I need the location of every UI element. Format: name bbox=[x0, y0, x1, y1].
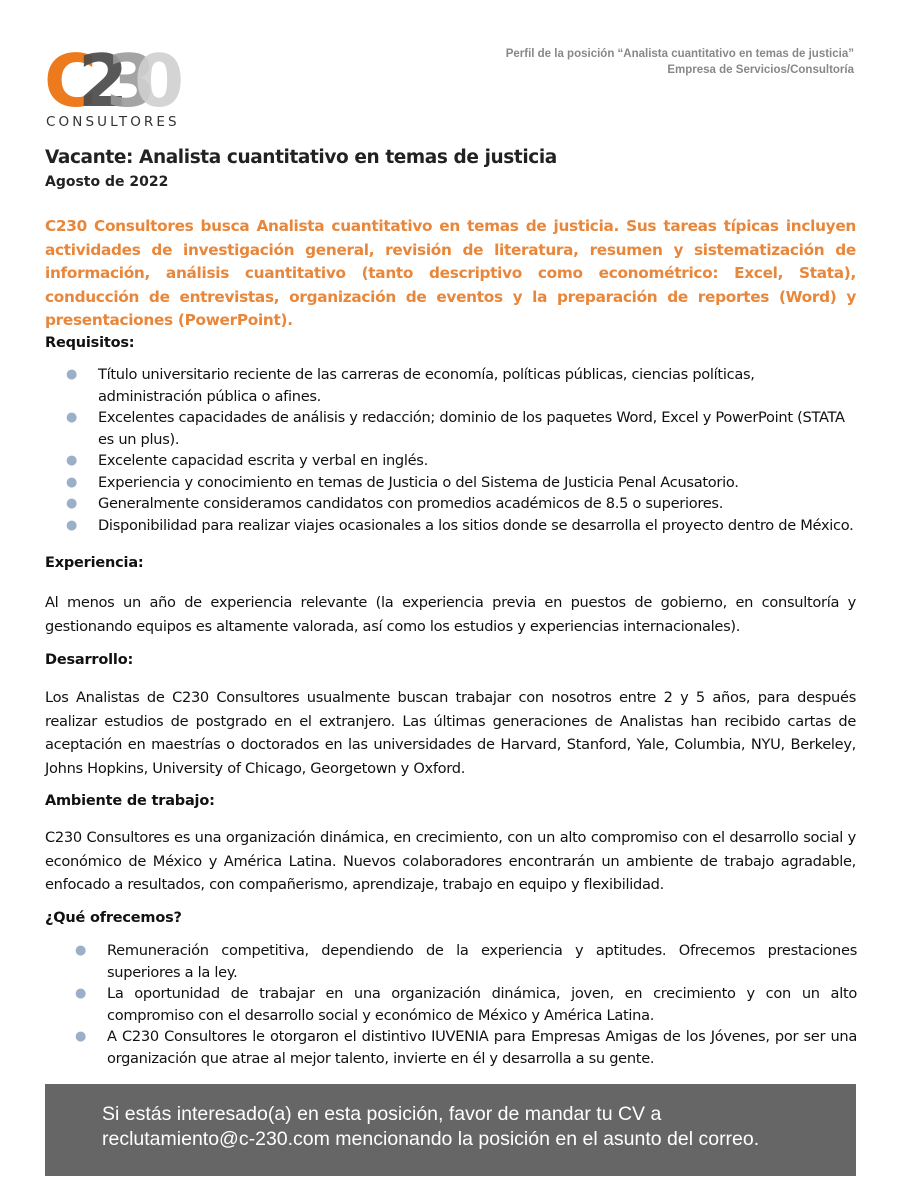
page-title: Vacante: Analista cuantitativo en temas de justicia bbox=[45, 147, 557, 168]
requisitos-list bbox=[66, 364, 858, 536]
list-item-text: A C230 Consultores le otorgaron el distintivo IUVENIA para Empresas Amigas de los Jóvenes, por ser una organización que atrae al mejor talento, invierte en él y desarrolla a su gente. bbox=[107, 1028, 857, 1067]
bullet-icon: ● bbox=[66, 496, 78, 511]
svg-text:0: 0 bbox=[134, 39, 185, 123]
svg-text:3: 3 bbox=[106, 39, 143, 123]
company-logo bbox=[44, 39, 185, 130]
bullet-icon: ● bbox=[75, 943, 87, 958]
list-item-text: Disponibilidad para realizar viajes ocasionales a los sitios donde se desarrolla el proyecto dentro de México. bbox=[98, 516, 854, 534]
header-position-profile: Perfil de la posición “Analista cuantitativo en temas de justicia” bbox=[505, 48, 854, 60]
desarrollo-heading: Desarrollo: bbox=[45, 652, 134, 668]
list-item-text: Excelentes capacidades de análisis y redacción; dominio de los paquetes Word, Excel y PowerPoint (STATA es un plus). bbox=[98, 409, 845, 448]
ambiente-text: C230 Consultores es una organización dinámica, en crecimiento, con un alto compromiso con el desarrollo social y económico de México y América Latina. Nuevos colaboradores encontrarán un ambiente de trabajo agradable, enfocado a resultados, con compañerismo, aprendizaje, trabajo en equipo y flexibilidad. bbox=[45, 829, 856, 893]
contact-line-1: Si estás interesado(a) en esta posición, favor de mandar tu CV a bbox=[102, 1103, 662, 1125]
logo-wordmark: CONSULTORES bbox=[46, 114, 180, 130]
contact-banner bbox=[45, 1084, 856, 1176]
list-item bbox=[75, 940, 857, 983]
document-header bbox=[506, 46, 854, 78]
contact-line-2: reclutamiento@c-230.com mencionando la posición en el asunto del correo. bbox=[102, 1128, 760, 1150]
bullet-icon: ● bbox=[66, 474, 78, 490]
intro-paragraph: C230 Consultores busca Analista cuantitativo en temas de justicia. Sus tareas típicas incluyen actividades de investigación general, revisión de literatura, resumen y sistematización de información, análisis cuantitativo (tanto descriptivo como econométrico: Excel, Stata), conducción de entrevistas, organización de eventos y la preparación de reportes (Word) y presentaciones (PowerPoint). bbox=[45, 217, 856, 329]
list-item-text: La oportunidad de trabajar en una organización dinámica, joven, en crecimiento y con un alto compromiso con el desarrollo social y económico de México y América Latina. bbox=[107, 985, 857, 1024]
list-item-text: Título universitario reciente de las carreras de economía, políticas públicas, ciencias políticas, administración pública o afines. bbox=[98, 366, 755, 405]
list-item bbox=[66, 450, 858, 472]
publish-date: Agosto de 2022 bbox=[45, 174, 169, 190]
bullet-icon: ● bbox=[66, 517, 78, 533]
list-item bbox=[66, 472, 858, 494]
ofrecemos-list bbox=[75, 940, 857, 1069]
svg-text:C: C bbox=[44, 39, 83, 123]
list-item bbox=[66, 515, 858, 537]
svg-text:2: 2 bbox=[78, 39, 115, 123]
list-item bbox=[75, 983, 857, 1026]
ofrecemos-heading: ¿Qué ofrecemos? bbox=[45, 910, 182, 926]
list-item-text: Experiencia y conocimiento en temas de Justicia o del Sistema de Justicia Penal Acusatorio. bbox=[98, 473, 739, 491]
requisitos-heading: Requisitos: bbox=[45, 335, 135, 351]
desarrollo-text: Los Analistas de C230 Consultores usualmente buscan trabajar con nosotros entre 2 y 5 años, para después realizar estudios de postgrado en el extranjero. Las últimas generaciones de Analistas han recibido cartas de aceptación en maestrías o doctorados en las universidades de Harvard, Stanford, Yale, Columbia, NYU, Berkeley, Johns Hopkins, University of Chicago, Georgetown y Oxford. bbox=[45, 689, 856, 777]
experiencia-text: Al menos un año de experiencia relevante (la experiencia previa en puestos de gobierno, en consultoría y gestionando equipos es altamente valorada, así como los estudios y experiencias internacionales). bbox=[45, 594, 856, 635]
bullet-icon: ● bbox=[66, 453, 78, 468]
list-item bbox=[66, 407, 858, 450]
header-company-type: Empresa de Servicios/Consultoría bbox=[667, 64, 854, 76]
list-item bbox=[66, 493, 858, 515]
bullet-icon: ● bbox=[66, 410, 78, 425]
list-item-text: Generalmente consideramos candidatos con promedios académicos de 8.5 o superiores. bbox=[98, 495, 724, 512]
contact-text bbox=[102, 1102, 759, 1152]
bullet-icon: ● bbox=[75, 1029, 87, 1044]
bullet-icon: ● bbox=[75, 986, 87, 1001]
list-item bbox=[75, 1026, 857, 1069]
experiencia-heading: Experiencia: bbox=[45, 555, 144, 571]
list-item-text: Remuneración competitiva, dependiendo de la experiencia y aptitudes. Ofrecemos prestaciones superiores a la ley. bbox=[107, 942, 857, 981]
bullet-icon: ● bbox=[66, 367, 78, 382]
list-item-text: Excelente capacidad escrita y verbal en inglés. bbox=[98, 452, 428, 469]
ambiente-heading: Ambiente de trabajo: bbox=[45, 793, 215, 809]
list-item bbox=[66, 364, 858, 407]
